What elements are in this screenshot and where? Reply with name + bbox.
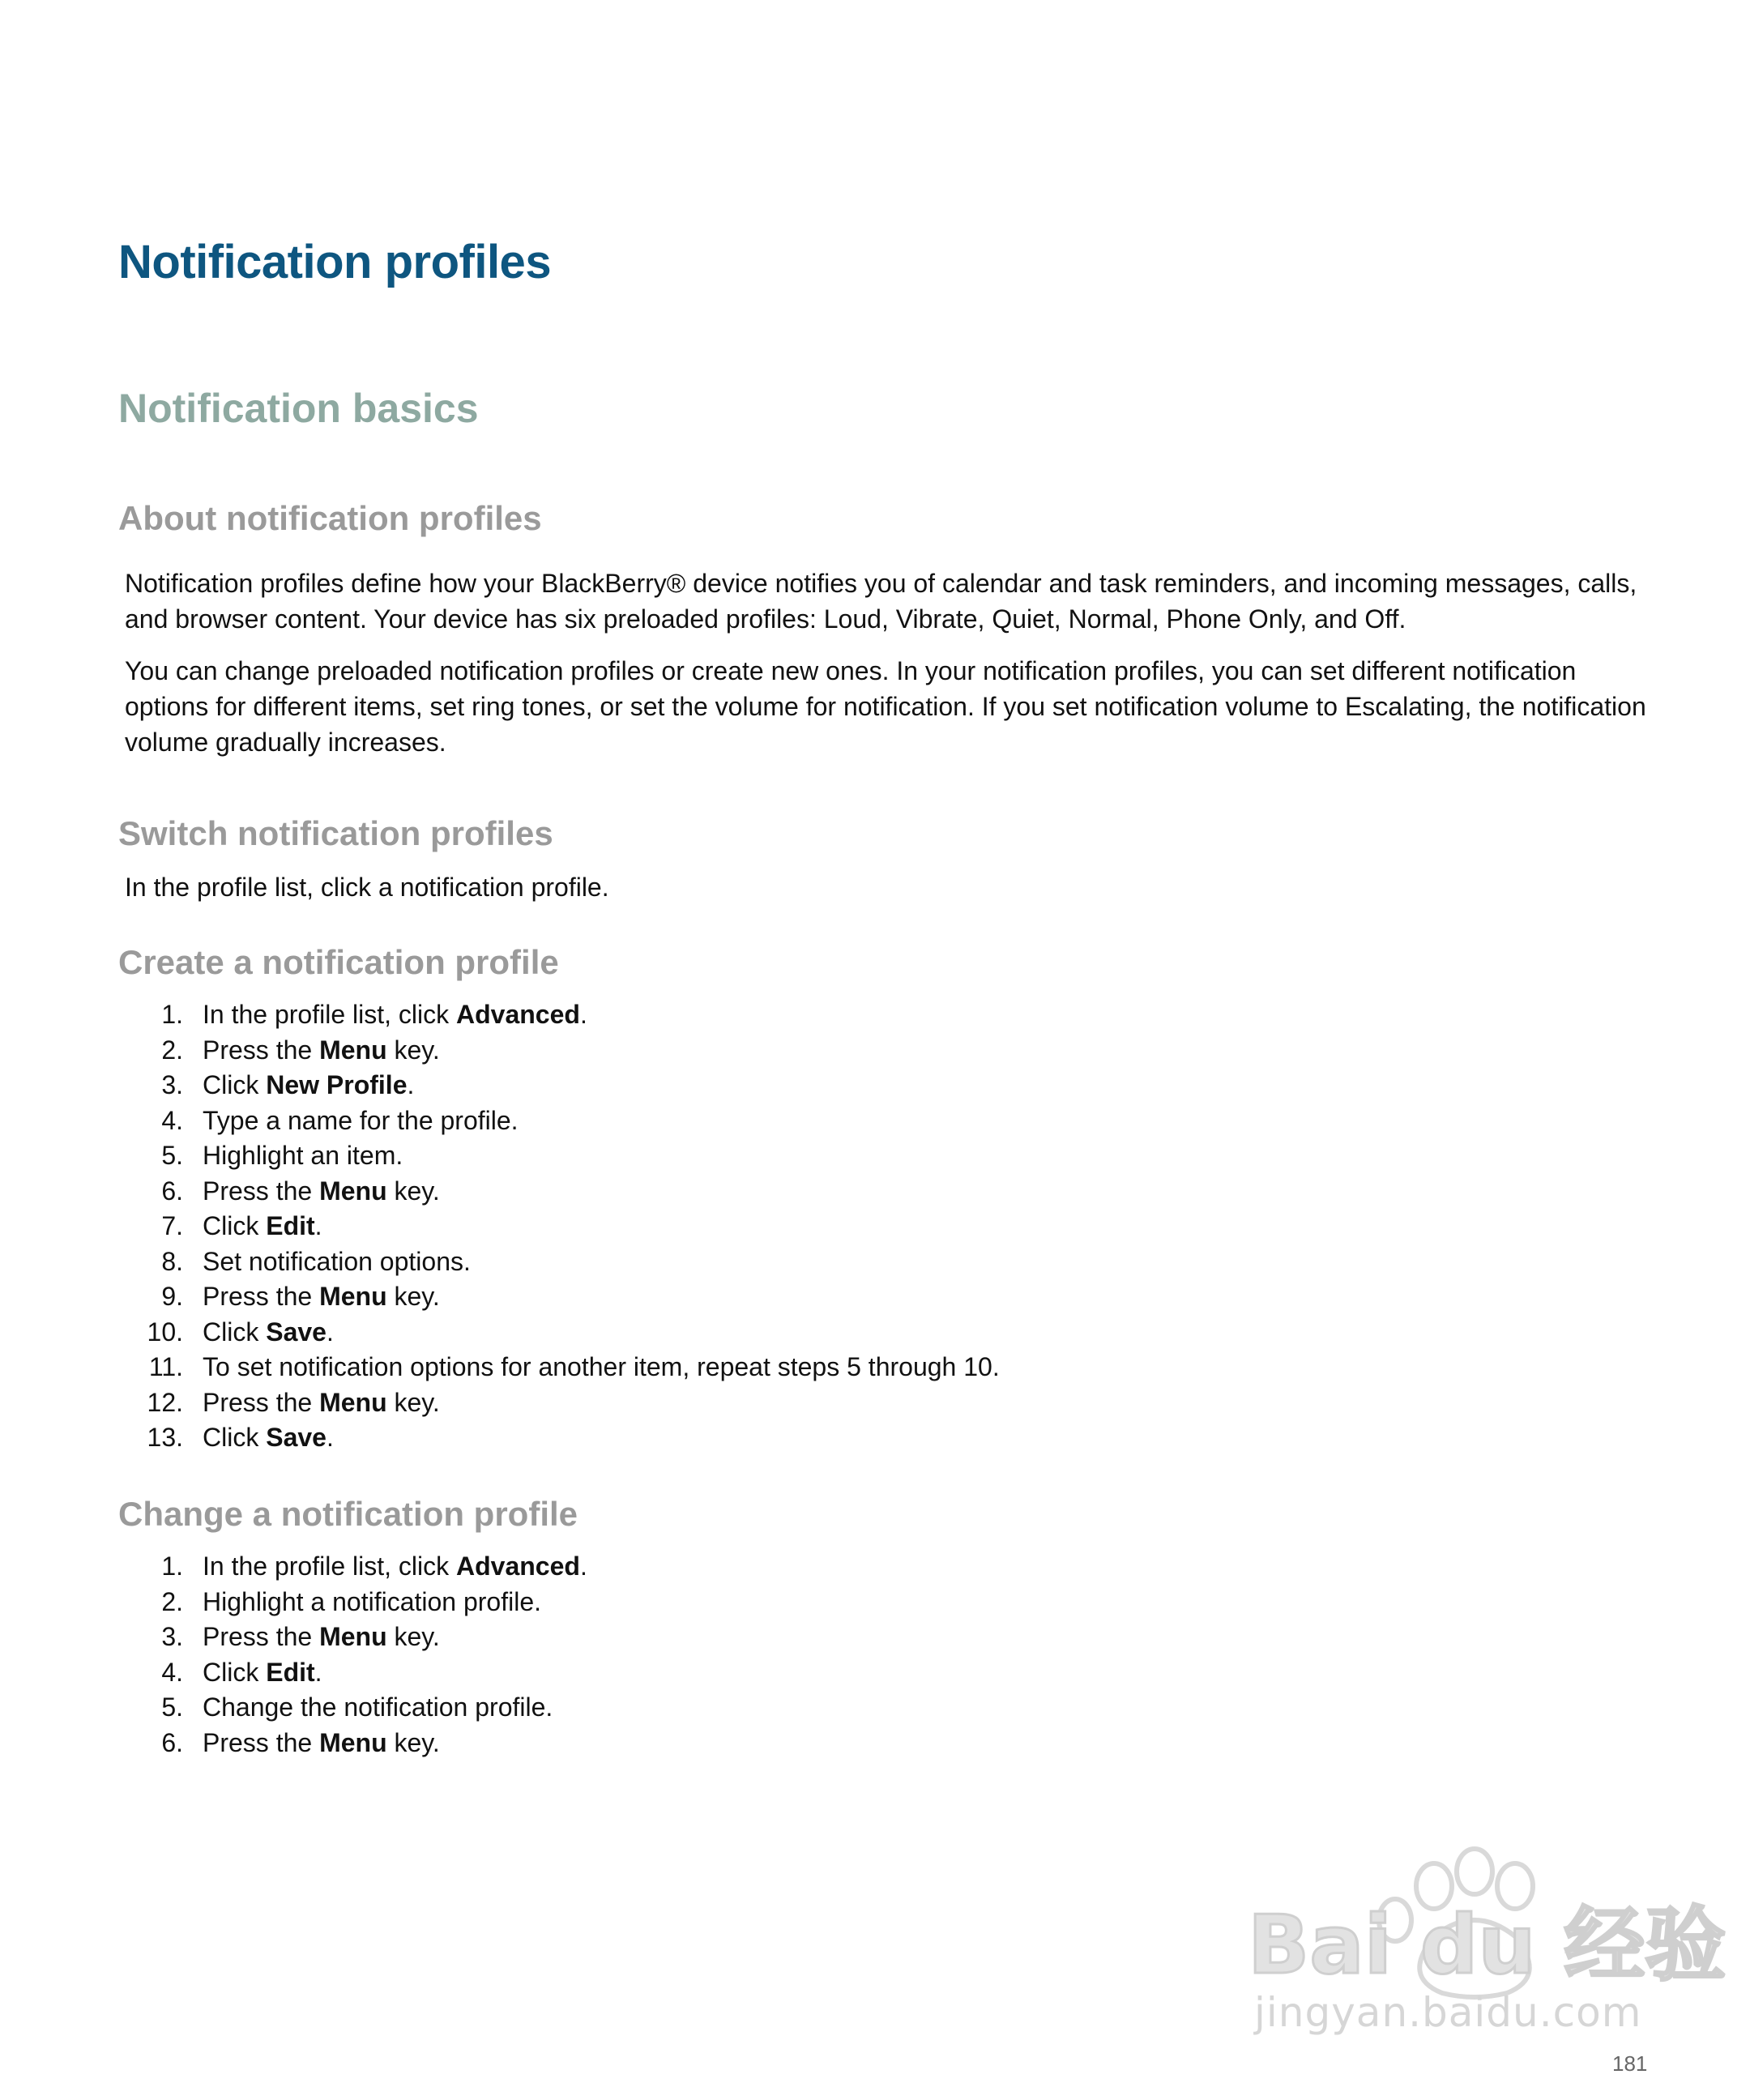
step-text-suffix: key. bbox=[386, 1727, 440, 1757]
step-text-suffix: key. bbox=[386, 1282, 440, 1311]
section-title: Notification basics bbox=[118, 386, 479, 431]
step-text-suffix: . bbox=[579, 1552, 587, 1581]
step-number: 2. bbox=[161, 1035, 183, 1065]
switch-text: In the profile list, click a notification profile. bbox=[125, 873, 609, 902]
step-number: 11. bbox=[148, 1352, 183, 1381]
step-number: 10. bbox=[147, 1317, 183, 1347]
step-ui-label: Save bbox=[266, 1317, 327, 1347]
create-step-10 bbox=[125, 1315, 1000, 1351]
step-text: Click bbox=[203, 1657, 267, 1687]
step-text: Type a name for the profile. bbox=[203, 1105, 519, 1135]
step-text: Press the bbox=[203, 1727, 320, 1757]
create-step-5 bbox=[125, 1138, 1000, 1174]
step-text: In the profile list, click bbox=[203, 1000, 456, 1029]
step-text-suffix: . bbox=[579, 1000, 587, 1029]
create-step-3 bbox=[125, 1068, 1000, 1103]
step-text: Click bbox=[203, 1423, 267, 1452]
step-ui-label: Menu bbox=[319, 1176, 387, 1206]
change-step-3 bbox=[125, 1620, 587, 1655]
change-step-5 bbox=[125, 1690, 587, 1726]
switch-heading: Switch notification profiles bbox=[118, 814, 553, 852]
chapter-title: Notification profiles bbox=[118, 236, 552, 288]
create-step-11 bbox=[125, 1350, 1000, 1385]
step-ui-label: New Profile bbox=[266, 1070, 408, 1099]
step-text: Change the notification profile. bbox=[203, 1692, 553, 1722]
about-paragraph-2: You can change preloaded notification profiles or create new ones. In your notification profiles, you can set different notification options for different items, set ring tones, or set the volume for notification. If you set notification volume to Escalating, the notification volume gradually increases. bbox=[125, 656, 1646, 757]
step-text: Set notification options. bbox=[203, 1246, 471, 1276]
create-step-4 bbox=[125, 1103, 1000, 1139]
step-number: 12. bbox=[147, 1387, 183, 1417]
step-text-suffix: key. bbox=[386, 1176, 440, 1206]
step-text-suffix: . bbox=[326, 1317, 334, 1347]
step-text: To set notification options for another item, repeat steps 5 through 10. bbox=[203, 1352, 1000, 1381]
step-number: 1. bbox=[161, 1000, 183, 1029]
change-heading: Change a notification profile bbox=[118, 1495, 578, 1533]
step-number: 1. bbox=[161, 1552, 183, 1581]
change-step-4 bbox=[125, 1655, 587, 1691]
step-text-suffix: . bbox=[314, 1211, 322, 1240]
step-number: 9. bbox=[161, 1282, 183, 1311]
create-step-6 bbox=[125, 1174, 1000, 1210]
step-number: 5. bbox=[161, 1141, 183, 1170]
step-text-suffix: key. bbox=[386, 1387, 440, 1417]
create-steps-list bbox=[125, 997, 1000, 1456]
page-number: 181 bbox=[1612, 2051, 1648, 2076]
change-steps-list bbox=[125, 1549, 587, 1761]
step-ui-label: Menu bbox=[319, 1282, 387, 1311]
create-step-8 bbox=[125, 1244, 1000, 1280]
step-text: Press the bbox=[203, 1282, 320, 1311]
step-text-suffix: . bbox=[314, 1657, 322, 1687]
step-text: Highlight an item. bbox=[203, 1141, 403, 1170]
step-text: Click bbox=[203, 1070, 267, 1099]
step-text: In the profile list, click bbox=[203, 1552, 456, 1581]
step-text: Press the bbox=[203, 1622, 320, 1651]
step-ui-label: Edit bbox=[266, 1211, 315, 1240]
step-number: 4. bbox=[161, 1657, 183, 1687]
step-text: Press the bbox=[203, 1035, 320, 1065]
create-step-9 bbox=[125, 1279, 1000, 1315]
change-step-6 bbox=[125, 1726, 587, 1761]
step-ui-label: Menu bbox=[319, 1727, 387, 1757]
step-text: Press the bbox=[203, 1176, 320, 1206]
step-number: 8. bbox=[161, 1246, 183, 1276]
step-text-suffix: . bbox=[407, 1070, 415, 1099]
about-paragraph-1: Notification profiles define how your BlackBerry® device notifies you of calendar and task reminders, and incoming messages, calls, and browser content. Your device has six preloaded profiles: Loud, Vibrate, Quiet, Normal, Phone Only, and Off. bbox=[125, 569, 1637, 634]
create-step-7 bbox=[125, 1209, 1000, 1244]
step-text-suffix: . bbox=[326, 1423, 334, 1452]
step-text: Highlight a notification profile. bbox=[203, 1586, 542, 1616]
step-number: 4. bbox=[161, 1105, 183, 1135]
step-text: Click bbox=[203, 1317, 267, 1347]
step-number: 3. bbox=[161, 1622, 183, 1651]
step-text-suffix: key. bbox=[386, 1622, 440, 1651]
watermark-url: jingyan.baidu.com bbox=[1254, 1989, 1642, 2036]
step-text: Press the bbox=[203, 1387, 320, 1417]
step-ui-label: Edit bbox=[266, 1657, 315, 1687]
step-number: 7. bbox=[161, 1211, 183, 1240]
create-step-1 bbox=[125, 997, 1000, 1033]
step-text-suffix: key. bbox=[386, 1035, 440, 1065]
step-number: 5. bbox=[161, 1692, 183, 1722]
step-ui-label: Advanced bbox=[456, 1552, 580, 1581]
create-step-13 bbox=[125, 1420, 1000, 1456]
change-step-1 bbox=[125, 1549, 587, 1585]
step-ui-label: Menu bbox=[319, 1622, 387, 1651]
step-ui-label: Save bbox=[266, 1423, 327, 1452]
step-ui-label: Advanced bbox=[456, 1000, 580, 1029]
watermark-logo-text: Bai du 经验 bbox=[1248, 1897, 1727, 1992]
create-step-2 bbox=[125, 1033, 1000, 1069]
step-ui-label: Menu bbox=[319, 1035, 387, 1065]
create-heading: Create a notification profile bbox=[118, 943, 559, 981]
change-step-2 bbox=[125, 1585, 587, 1620]
step-number: 13. bbox=[147, 1423, 183, 1452]
step-number: 6. bbox=[161, 1727, 183, 1757]
step-ui-label: Menu bbox=[319, 1387, 387, 1417]
step-number: 2. bbox=[161, 1586, 183, 1616]
step-number: 3. bbox=[161, 1070, 183, 1099]
step-text: Click bbox=[203, 1211, 267, 1240]
create-step-12 bbox=[125, 1385, 1000, 1421]
about-heading: About notification profiles bbox=[118, 499, 542, 537]
step-number: 6. bbox=[161, 1176, 183, 1206]
